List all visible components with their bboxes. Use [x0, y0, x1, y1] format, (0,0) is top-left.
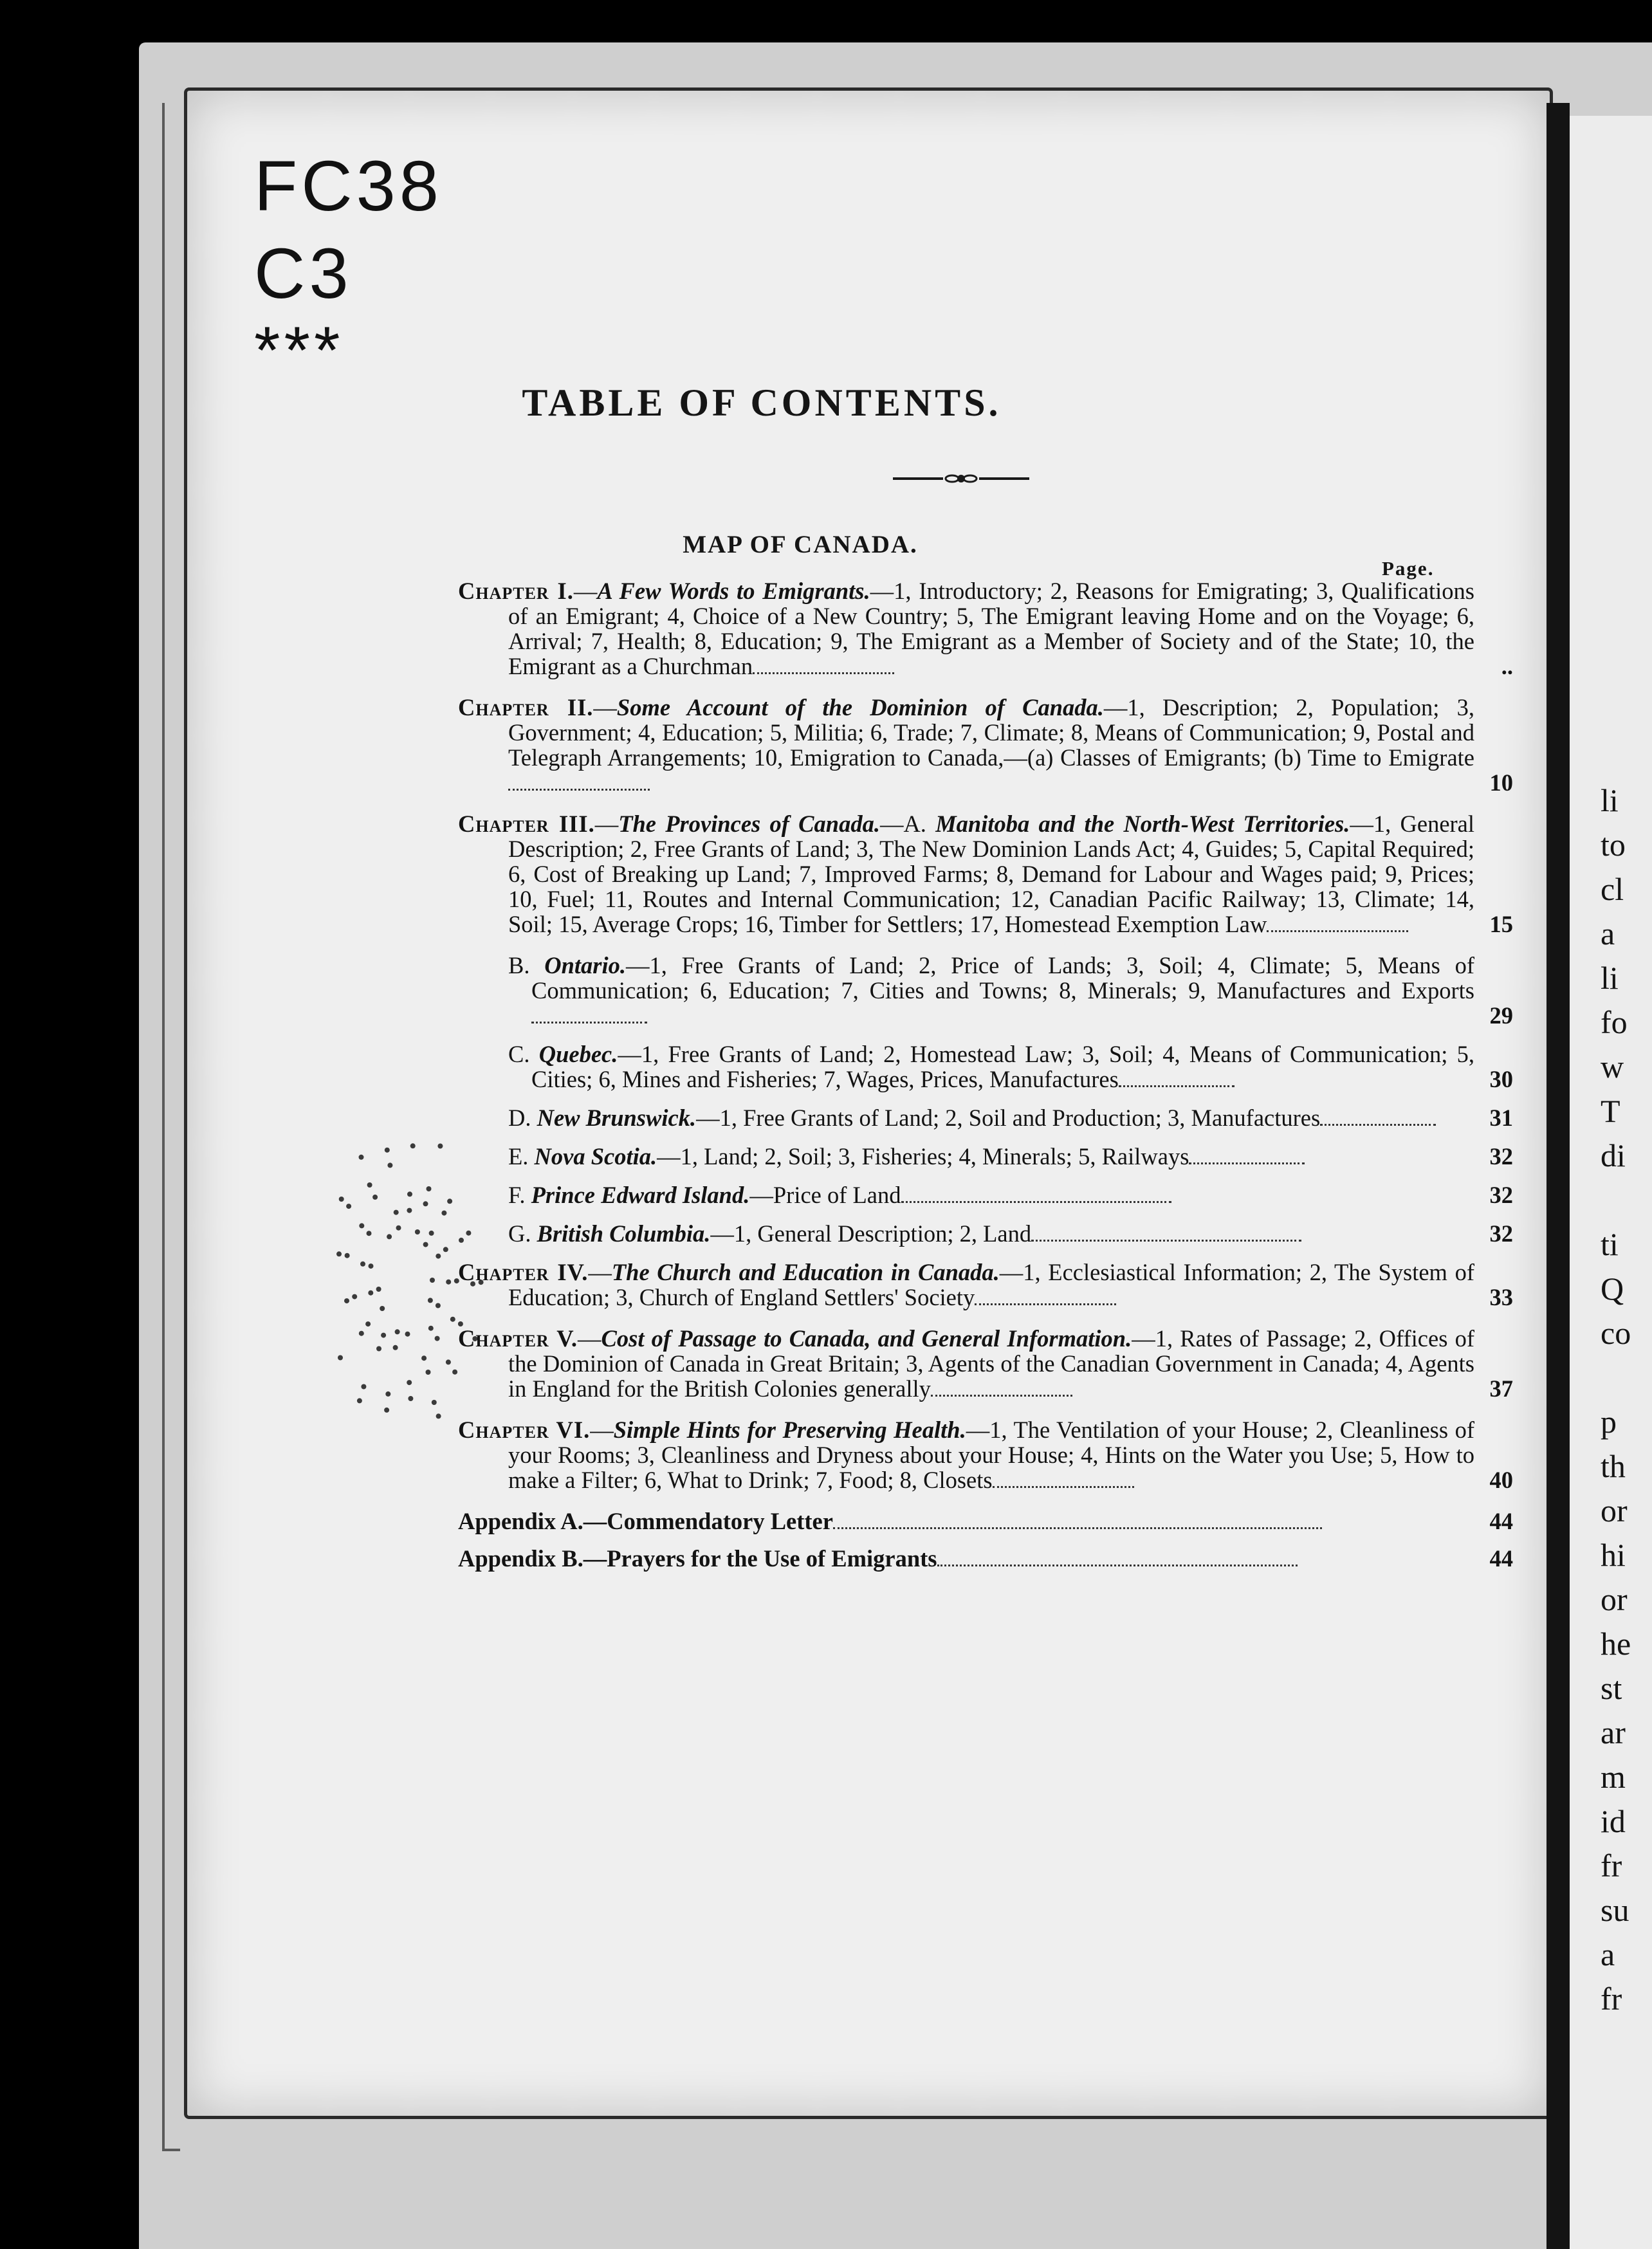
- chapter-text: Chapter IV.—The Church and Education in Canada.—1, Ecclesiastical Information; 2, The System of Education; 3, Church of England Settlers' Society: [458, 1259, 1474, 1310]
- toc-chapter-entry: [458, 578, 1513, 679]
- chapter-label: Chapter III.: [458, 811, 595, 837]
- toc-appendix-entry: [458, 1508, 1513, 1534]
- dot-leader: [1320, 1117, 1436, 1126]
- province-text: F. Prince Edward Island.—Price of Land: [508, 1182, 1474, 1207]
- province-letter: F.: [508, 1182, 526, 1208]
- appendix-text: Appendix B.—Prayers for the Use of Emigrants: [458, 1546, 1474, 1571]
- facing-text-fragment: hi: [1601, 1537, 1626, 1573]
- chapter-title: Cost of Passage to Canada, and General Information.: [601, 1325, 1132, 1352]
- page-number: 40: [1489, 1467, 1513, 1493]
- province-contents: 1, General Description; 2, Land: [733, 1220, 1032, 1247]
- province-name: Nova Scotia.: [534, 1143, 657, 1170]
- dot-leader: [937, 1557, 1298, 1566]
- chapter-text: Chapter III.—The Provinces of Canada.—A. Manitoba and the North-West Territories.—1, General Description; 2, Free Grants of Land; 3, The New Dominion Lands Act; 4, Guides; 5, Capital Required; 6, Cost of Breaking up Land; 7, Improved Farms; 8, Demand for Labour and Wages paid; 9, Prices; 10, Fuel; 11, Routes and Internal Communication; 12, Canadian Pacific Railway; 13, Climate; 14, Soil; 15, Average Crops; 16, Timber for Settlers; 17, Homestead Exemption Law: [458, 811, 1475, 937]
- province-text: B. Ontario.—1, Free Grants of Land; 2, Price of Lands; 3, Soil; 4, Climate; 5, Means of Communication; 6, Education; 7, Cities and Towns; 8, Minerals; 9, Manufactures and Exports: [508, 953, 1474, 1028]
- page-number: ..: [1501, 653, 1513, 679]
- toc-chapter-entry: [458, 1259, 1513, 1310]
- chapter-label: Chapter VI.: [458, 1417, 591, 1443]
- toc-appendix-entry: [458, 1545, 1513, 1572]
- page-number: 32: [1489, 1143, 1513, 1170]
- dot-leader: [1031, 1233, 1301, 1242]
- chapter-text: Chapter VI.—Simple Hints for Preserving Health.—1, The Ventilation of your House; 2, Cleanliness of your Rooms; 3, Cleanliness and Dryness about your House; 4, Hints on the Water you Use; 5, How to make a Filter; 6, What to Drink; 7, Food; 8, Closets: [458, 1417, 1474, 1493]
- toc-province-entry: [458, 1143, 1513, 1170]
- facing-text-fragment: Q: [1601, 1271, 1624, 1307]
- handwritten-call-number-line2: C3: [254, 234, 353, 313]
- dot-leader: [975, 1296, 1116, 1305]
- dot-leader: [993, 1479, 1134, 1488]
- facing-text-fragment: a: [1601, 1936, 1615, 1972]
- chapter-label: Chapter V.: [458, 1325, 578, 1352]
- toc-province-entry: [458, 1182, 1513, 1208]
- title-ornament-rule: [893, 471, 1029, 486]
- facing-text-fragment: di: [1601, 1137, 1626, 1173]
- facing-text-fragment: fr: [1601, 1981, 1622, 2017]
- chapter-title: The Church and Education in Canada.: [611, 1259, 1000, 1285]
- toc-chapter-entry: [458, 1325, 1513, 1402]
- province-text: E. Nova Scotia.—1, Land; 2, Soil; 3, Fisheries; 4, Minerals; 5, Railways: [508, 1144, 1474, 1169]
- dot-leader: [508, 782, 650, 791]
- chapter-contents: 1, Description; 2, Population; 3, Government; 4, Education; 5, Militia; 6, Trade; 7, Climate; 8, Means of Communication; 9, Postal and Telegraph Arrangements; 10, Emigration to Canada,—(a) Classes of Emigrants; (b) Time to Emigrate: [508, 694, 1474, 771]
- chapter-contents: 1, Introductory; 2, Reasons for Emigrating; 3, Qualifications of an Emigrant; 4, Choice of a New Country; 5, The Emigrant leaving Home and on the Voyage; 6, Arrival; 7, Health; 8, Education; 9, The Emigrant as a Member of Society and of the State; 10, the Emigrant as a Churchman: [508, 578, 1474, 679]
- province-contents: 1, Free Grants of Land; 2, Price of Lands; 3, Soil; 4, Climate; 5, Means of Communication; 6, Education; 7, Cities and Towns; 8, Minerals; 9, Manufactures and Exports: [531, 952, 1475, 1004]
- chapter-contents: 1, Ecclesiastical Information; 2, The System of Education; 3, Church of England Settlers' Society: [508, 1259, 1474, 1310]
- facing-text-fragment: co: [1601, 1315, 1631, 1351]
- page-number: 29: [1489, 1002, 1513, 1029]
- facing-text-fragment: w: [1601, 1049, 1624, 1085]
- chapter-text: Chapter I.—A Few Words to Emigrants.—1, Introductory; 2, Reasons for Emigrating; 3, Qualifications of an Emigrant; 4, Choice of a New Country; 5, The Emigrant leaving Home and on the Voyage; 6, Arrival; 7, Health; 8, Education; 9, The Emigrant as a Member of Society and of the State; 10, the Emigrant as a Churchman: [458, 578, 1474, 679]
- facing-text-fragment: ar: [1601, 1714, 1626, 1750]
- facing-text-fragment: T: [1601, 1093, 1620, 1129]
- facing-text-fragment: li: [1601, 782, 1619, 818]
- appendix-title: Commendatory Letter: [607, 1508, 833, 1534]
- dot-leader: [833, 1520, 1322, 1529]
- facing-text-fragment: or: [1601, 1492, 1628, 1528]
- chapter-title: Simple Hints for Preserving Health.: [613, 1417, 966, 1443]
- dot-leader: [753, 665, 894, 674]
- appendix-label: Appendix A.: [458, 1508, 583, 1534]
- facing-text-fragment: or: [1601, 1581, 1628, 1617]
- province-letter: E.: [508, 1143, 529, 1170]
- page-number: 30: [1489, 1066, 1513, 1092]
- facing-text-fragment: he: [1601, 1626, 1631, 1662]
- toc-province-entry: [458, 1220, 1513, 1247]
- toc-province-entry: [458, 1105, 1513, 1131]
- dot-leader: [1119, 1078, 1234, 1087]
- toc-province-entry: [458, 952, 1513, 1029]
- page-number: 32: [1489, 1182, 1513, 1208]
- chapter-contents: 1, The Ventilation of your House; 2, Cleanliness of your Rooms; 3, Cleanliness and Dryness about your House; 4, Hints on the Water you Use; 5, How to make a Filter; 6, What to Drink; 7, Food; 8, Closets: [508, 1417, 1474, 1493]
- facing-text-fragment: st: [1601, 1670, 1622, 1706]
- page-number: 33: [1489, 1284, 1513, 1310]
- province-text: D. New Brunswick.—1, Free Grants of Land; 2, Soil and Production; 3, Manufactures: [508, 1105, 1474, 1130]
- dot-leader: [931, 1388, 1072, 1397]
- facing-text-fragment: p: [1601, 1404, 1617, 1440]
- facing-text-fragment: [1601, 1355, 1652, 1400]
- chapter-title: A Few Words to Emigrants.: [597, 578, 870, 604]
- chapter-label: Chapter IV.: [458, 1259, 589, 1285]
- chapter-label: Chapter II.: [458, 694, 594, 721]
- chapter-label: Chapter I.: [458, 578, 574, 604]
- facing-text-fragment: a: [1601, 915, 1615, 951]
- facing-text-fragment: m: [1601, 1759, 1626, 1795]
- facing-text-fragment: to: [1601, 827, 1626, 863]
- appendix-text: Appendix A.—Commendatory Letter: [458, 1509, 1474, 1534]
- handwritten-call-number-line3: ***: [254, 313, 344, 388]
- province-name: Ontario.: [544, 952, 626, 978]
- page-number: 32: [1489, 1220, 1513, 1247]
- dot-leader: [1267, 923, 1408, 932]
- page-number: 44: [1489, 1545, 1513, 1572]
- province-contents: 1, Land; 2, Soil; 3, Fisheries; 4, Minerals; 5, Railways: [680, 1143, 1189, 1170]
- province-name: New Brunswick.: [537, 1105, 697, 1131]
- appendix-label: Appendix B.: [458, 1545, 583, 1572]
- facing-text-fragment: fr: [1601, 1848, 1622, 1884]
- page-column-header: Page.: [1382, 557, 1435, 580]
- toc-province-entry: [458, 1041, 1513, 1092]
- province-letter: G.: [508, 1220, 531, 1247]
- appendix-title: Prayers for the Use of Emigrants: [607, 1545, 937, 1572]
- chapter-contents: 1, Rates of Passage; 2, Offices of the Dominion of Canada in Great Britain; 3, Agents of the Canadian Government in Canada; 4, Agents in England for the British Colonies generally: [508, 1325, 1475, 1402]
- facing-text-fragment: su: [1601, 1892, 1629, 1928]
- chapter-title: The Provinces of Canada.: [618, 811, 880, 837]
- dot-leader: [531, 1014, 647, 1024]
- facing-text-fragment: ti: [1601, 1226, 1619, 1262]
- province-text: C. Quebec.—1, Free Grants of Land; 2, Homestead Law; 3, Soil; 4, Means of Communication; 5, Cities; 6, Mines and Fisheries; 7, Wages, Prices, Manufactures: [508, 1041, 1475, 1092]
- page-title: TABLE OF CONTENTS.: [522, 381, 1002, 424]
- facing-text-fragment: fo: [1601, 1004, 1628, 1040]
- chapter-contents: 1, General Description; 2, Free Grants of Land; 3, The New Dominion Lands Act; 4, Guides; 5, Capital Required; 6, Cost of Breaking up Land; 7, Improved Farms; 8, Demand for Labour and Wages paid; 9, Prices; 10, Fuel; 11, Routes and Internal Communication; 12, Canadian Pacific Railway; 13, Climate; 14, Soil; 15, Average Crops; 16, Timber for Settlers; 17, Homestead Exemption Law: [508, 811, 1475, 937]
- handwritten-call-number-line1: FC38: [254, 147, 443, 226]
- toc-chapter-entry: [458, 694, 1513, 796]
- chapter-title: Some Account of the Dominion of Canada.: [616, 694, 1104, 721]
- toc-chapter-entry: [458, 811, 1513, 937]
- province-letter: D.: [508, 1105, 531, 1131]
- facing-text-fragment: cl: [1601, 871, 1624, 907]
- province-letter: C.: [508, 1041, 530, 1067]
- page-number: 31: [1489, 1105, 1513, 1131]
- province-name: British Columbia.: [537, 1220, 711, 1247]
- province-letter: B.: [508, 952, 530, 978]
- dot-leader: [1189, 1155, 1305, 1164]
- province-name: Prince Edward Island.: [531, 1182, 750, 1208]
- facing-text-fragment: th: [1601, 1448, 1626, 1484]
- facing-text-fragment: li: [1601, 960, 1619, 996]
- province-name: Quebec.: [538, 1041, 618, 1067]
- page-number: 15: [1489, 911, 1513, 937]
- map-heading: MAP OF CANADA.: [683, 531, 918, 558]
- section-title: Manitoba and the North-West Territories.: [935, 811, 1350, 837]
- province-contents: 1, Free Grants of Land; 2, Soil and Production; 3, Manufactures: [719, 1105, 1321, 1131]
- facing-text-fragment: id: [1601, 1803, 1626, 1839]
- chapter-text: Chapter II.—Some Account of the Dominion of Canada.—1, Description; 2, Population; 3, Government; 4, Education; 5, Militia; 6, Trade; 7, Climate; 8, Means of Communication; 9, Postal and Telegraph Arrangements; 10, Emigration to Canada,—(a) Classes of Emigrants; (b) Time to Emigrate: [458, 695, 1474, 795]
- chapter-text: Chapter V.—Cost of Passage to Canada, and General Information.—1, Rates of Passage; 2, Offices of the Dominion of Canada in Great Britain; 3, Agents of the Canadian Government in Canada; 4, Agents in England for the British Colonies generally: [458, 1325, 1475, 1402]
- section-letter: A.: [903, 811, 936, 837]
- province-contents: Price of Land: [773, 1182, 901, 1208]
- toc-chapter-entry: [458, 1417, 1513, 1493]
- facing-text-fragment: [1601, 1178, 1652, 1222]
- page-number: 10: [1489, 769, 1513, 796]
- dot-leader: [901, 1194, 1171, 1203]
- page-number: 37: [1489, 1375, 1513, 1402]
- contents-list: [458, 578, 1513, 1583]
- facing-page-text: [1601, 778, 1652, 2021]
- page-number: 44: [1489, 1508, 1513, 1534]
- province-contents: 1, Free Grants of Land; 2, Homestead Law; 3, Soil; 4, Means of Communication; 5, Cities; 6, Mines and Fisheries; 7, Wages, Prices, Manufactures: [531, 1041, 1475, 1092]
- province-text: G. British Columbia.—1, General Description; 2, Land: [508, 1221, 1474, 1246]
